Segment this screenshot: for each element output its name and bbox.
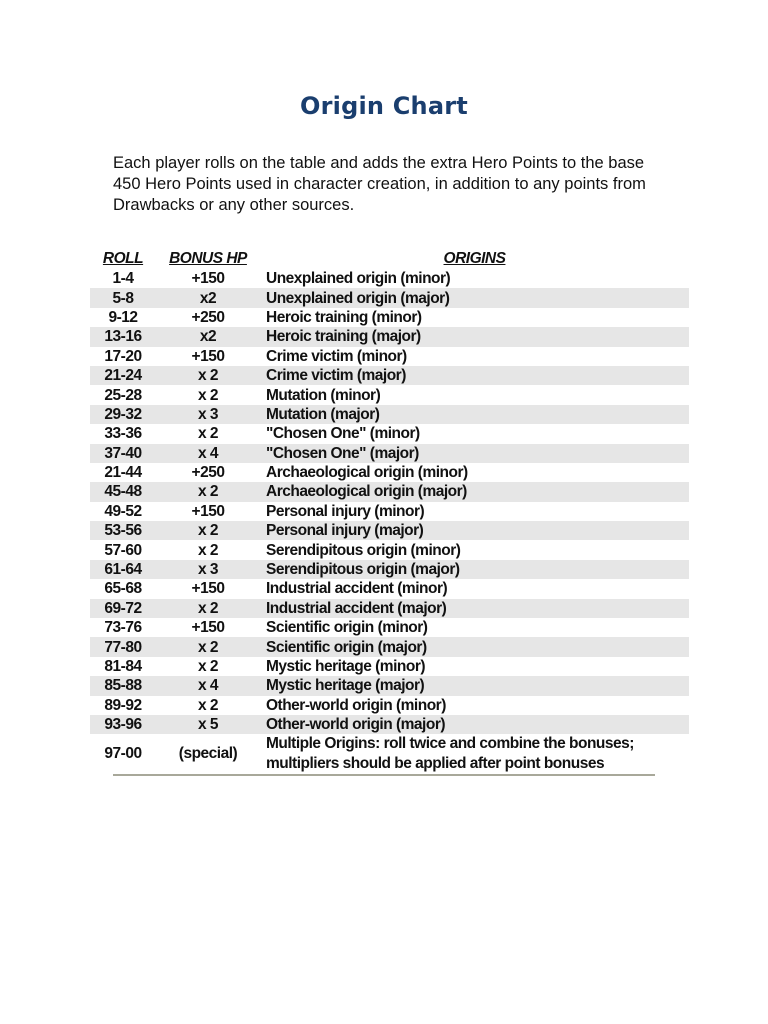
- origin-cell: Unexplained origin (major): [260, 288, 689, 307]
- origin-cell: "Chosen One" (major): [260, 444, 689, 463]
- intro-paragraph: Each player rolls on the table and adds the extra Hero Points to the base 450 Hero Points used in character creation, in addition to any points from Drawbacks or any other sources.: [113, 154, 646, 214]
- table-body: [90, 269, 689, 773]
- table-row: [90, 385, 689, 404]
- origin-cell: "Chosen One" (minor): [266, 425, 420, 443]
- bonus-cell: x 2: [197, 541, 219, 559]
- bonus-cell: +150: [191, 347, 225, 365]
- roll-cell: 37-40: [90, 444, 156, 463]
- origin-cell: [260, 734, 689, 773]
- origin-cell: Industrial accident (major): [260, 599, 689, 618]
- bonus-cell: x 3: [156, 405, 260, 424]
- origin-cell: Mystic heritage (minor): [266, 658, 426, 675]
- origin-cell: Other-world origin (minor): [266, 696, 446, 714]
- roll-cell: 33-36: [104, 425, 142, 443]
- table-row: [90, 288, 689, 307]
- bonus-cell: x2: [156, 288, 260, 307]
- roll-cell: 29-32: [90, 405, 156, 424]
- bonus-cell: +150: [191, 619, 225, 637]
- bonus-cell: x 2: [197, 696, 219, 714]
- origin-cell: Archaeological origin (major): [260, 482, 689, 501]
- bonus-cell: x 4: [156, 444, 260, 463]
- page-title: Origin Chart: [300, 92, 468, 120]
- bonus-cell: +150: [191, 502, 225, 520]
- bonus-cell: x2: [156, 327, 260, 346]
- roll-cell: 17-20: [104, 347, 142, 365]
- table-header-row: [90, 249, 689, 269]
- origin-cell: Mystic heritage (major): [260, 676, 689, 695]
- table-row: [90, 347, 689, 366]
- table-row: [90, 521, 689, 540]
- origin-text-line-1: Multiple Origins: roll twice and combine the bonuses;: [266, 735, 634, 753]
- table-row: [90, 637, 689, 656]
- origin-cell: Crime victim (major): [260, 366, 689, 385]
- roll-cell: 9-12: [108, 308, 138, 326]
- bonus-cell: x 2: [156, 599, 260, 618]
- bonus-cell: (special): [178, 745, 238, 763]
- origin-cell: Serendipitous origin (minor): [266, 541, 461, 559]
- bonus-cell: +250: [191, 308, 225, 326]
- origin-cell: Mutation (minor): [266, 386, 381, 404]
- roll-cell: 53-56: [90, 521, 156, 540]
- origin-cell: Other-world origin (major): [260, 715, 689, 734]
- table-row: [90, 424, 689, 443]
- origin-table: [90, 249, 689, 773]
- table-row: [90, 327, 689, 346]
- bonus-cell: x 2: [156, 482, 260, 501]
- roll-cell: 49-52: [104, 502, 142, 520]
- roll-cell: 21-24: [90, 366, 156, 385]
- roll-cell: 45-48: [90, 482, 156, 501]
- roll-cell: 85-88: [90, 676, 156, 695]
- table-row: [90, 560, 689, 579]
- origin-cell: Heroic training (major): [260, 327, 689, 346]
- roll-cell: 1-4: [112, 270, 134, 288]
- header-roll: ROLL: [102, 250, 144, 267]
- table-row: [90, 715, 689, 734]
- origin-cell: Serendipitous origin (major): [260, 560, 689, 579]
- bonus-cell: +150: [191, 580, 225, 598]
- table-row: [90, 308, 689, 327]
- bonus-cell: x 2: [156, 637, 260, 656]
- origin-text-line-2: multipliers should be applied after point bonuses: [266, 754, 605, 772]
- table-row-multiple-origins: [90, 734, 689, 773]
- origin-cell: Heroic training (minor): [266, 308, 422, 326]
- table-row: [90, 540, 689, 559]
- bonus-cell: x 2: [156, 366, 260, 385]
- roll-cell: 65-68: [104, 580, 142, 598]
- roll-cell: 81-84: [104, 658, 142, 675]
- origin-cell: Personal injury (major): [260, 521, 689, 540]
- table-row: [90, 579, 689, 598]
- bonus-cell: +250: [191, 464, 225, 482]
- header-origins: ORIGINS: [443, 250, 506, 267]
- roll-cell: 89-92: [104, 696, 142, 714]
- roll-cell: 21-44: [104, 464, 142, 482]
- bonus-cell: x 2: [197, 425, 219, 443]
- roll-cell: 77-80: [90, 637, 156, 656]
- table-row: [90, 502, 689, 521]
- bonus-cell: x 2: [156, 521, 260, 540]
- origin-cell: Industrial accident (minor): [266, 580, 448, 598]
- origin-cell: Mutation (major): [260, 405, 689, 424]
- table-row: [90, 405, 689, 424]
- table-row: [90, 444, 689, 463]
- bonus-cell: x 4: [156, 676, 260, 695]
- bonus-cell: +150: [191, 270, 225, 288]
- origin-cell: Personal injury (minor): [266, 502, 425, 520]
- table-row: [90, 618, 689, 637]
- origin-cell: Scientific origin (minor): [266, 619, 428, 637]
- roll-cell: 57-60: [104, 541, 142, 559]
- roll-cell: 13-16: [90, 327, 156, 346]
- roll-cell: 73-76: [104, 619, 142, 637]
- roll-cell: 93-96: [90, 715, 156, 734]
- origin-cell: Scientific origin (major): [260, 637, 689, 656]
- table-row: [90, 269, 689, 288]
- bonus-cell: x 5: [156, 715, 260, 734]
- origin-cell: Crime victim (minor): [266, 347, 407, 365]
- roll-cell: 5-8: [90, 288, 156, 307]
- table-row: [90, 482, 689, 501]
- table-row: [90, 463, 689, 482]
- bonus-cell: x 2: [197, 658, 219, 675]
- header-bonus-hp: BONUS HP: [169, 250, 247, 267]
- table-row: [90, 696, 689, 715]
- bonus-cell: x 2: [197, 386, 219, 404]
- roll-cell: 61-64: [90, 560, 156, 579]
- roll-cell: 69-72: [90, 599, 156, 618]
- roll-cell: 97-00: [104, 745, 142, 763]
- table-row: [90, 657, 689, 676]
- roll-cell: 25-28: [104, 386, 142, 404]
- bonus-cell: x 3: [156, 560, 260, 579]
- origin-cell: Unexplained origin (minor): [266, 270, 451, 288]
- table-row: [90, 366, 689, 385]
- table-bottom-rule: [113, 774, 655, 776]
- origin-cell: Archaeological origin (minor): [266, 464, 468, 482]
- table-row: [90, 599, 689, 618]
- table-row: [90, 676, 689, 695]
